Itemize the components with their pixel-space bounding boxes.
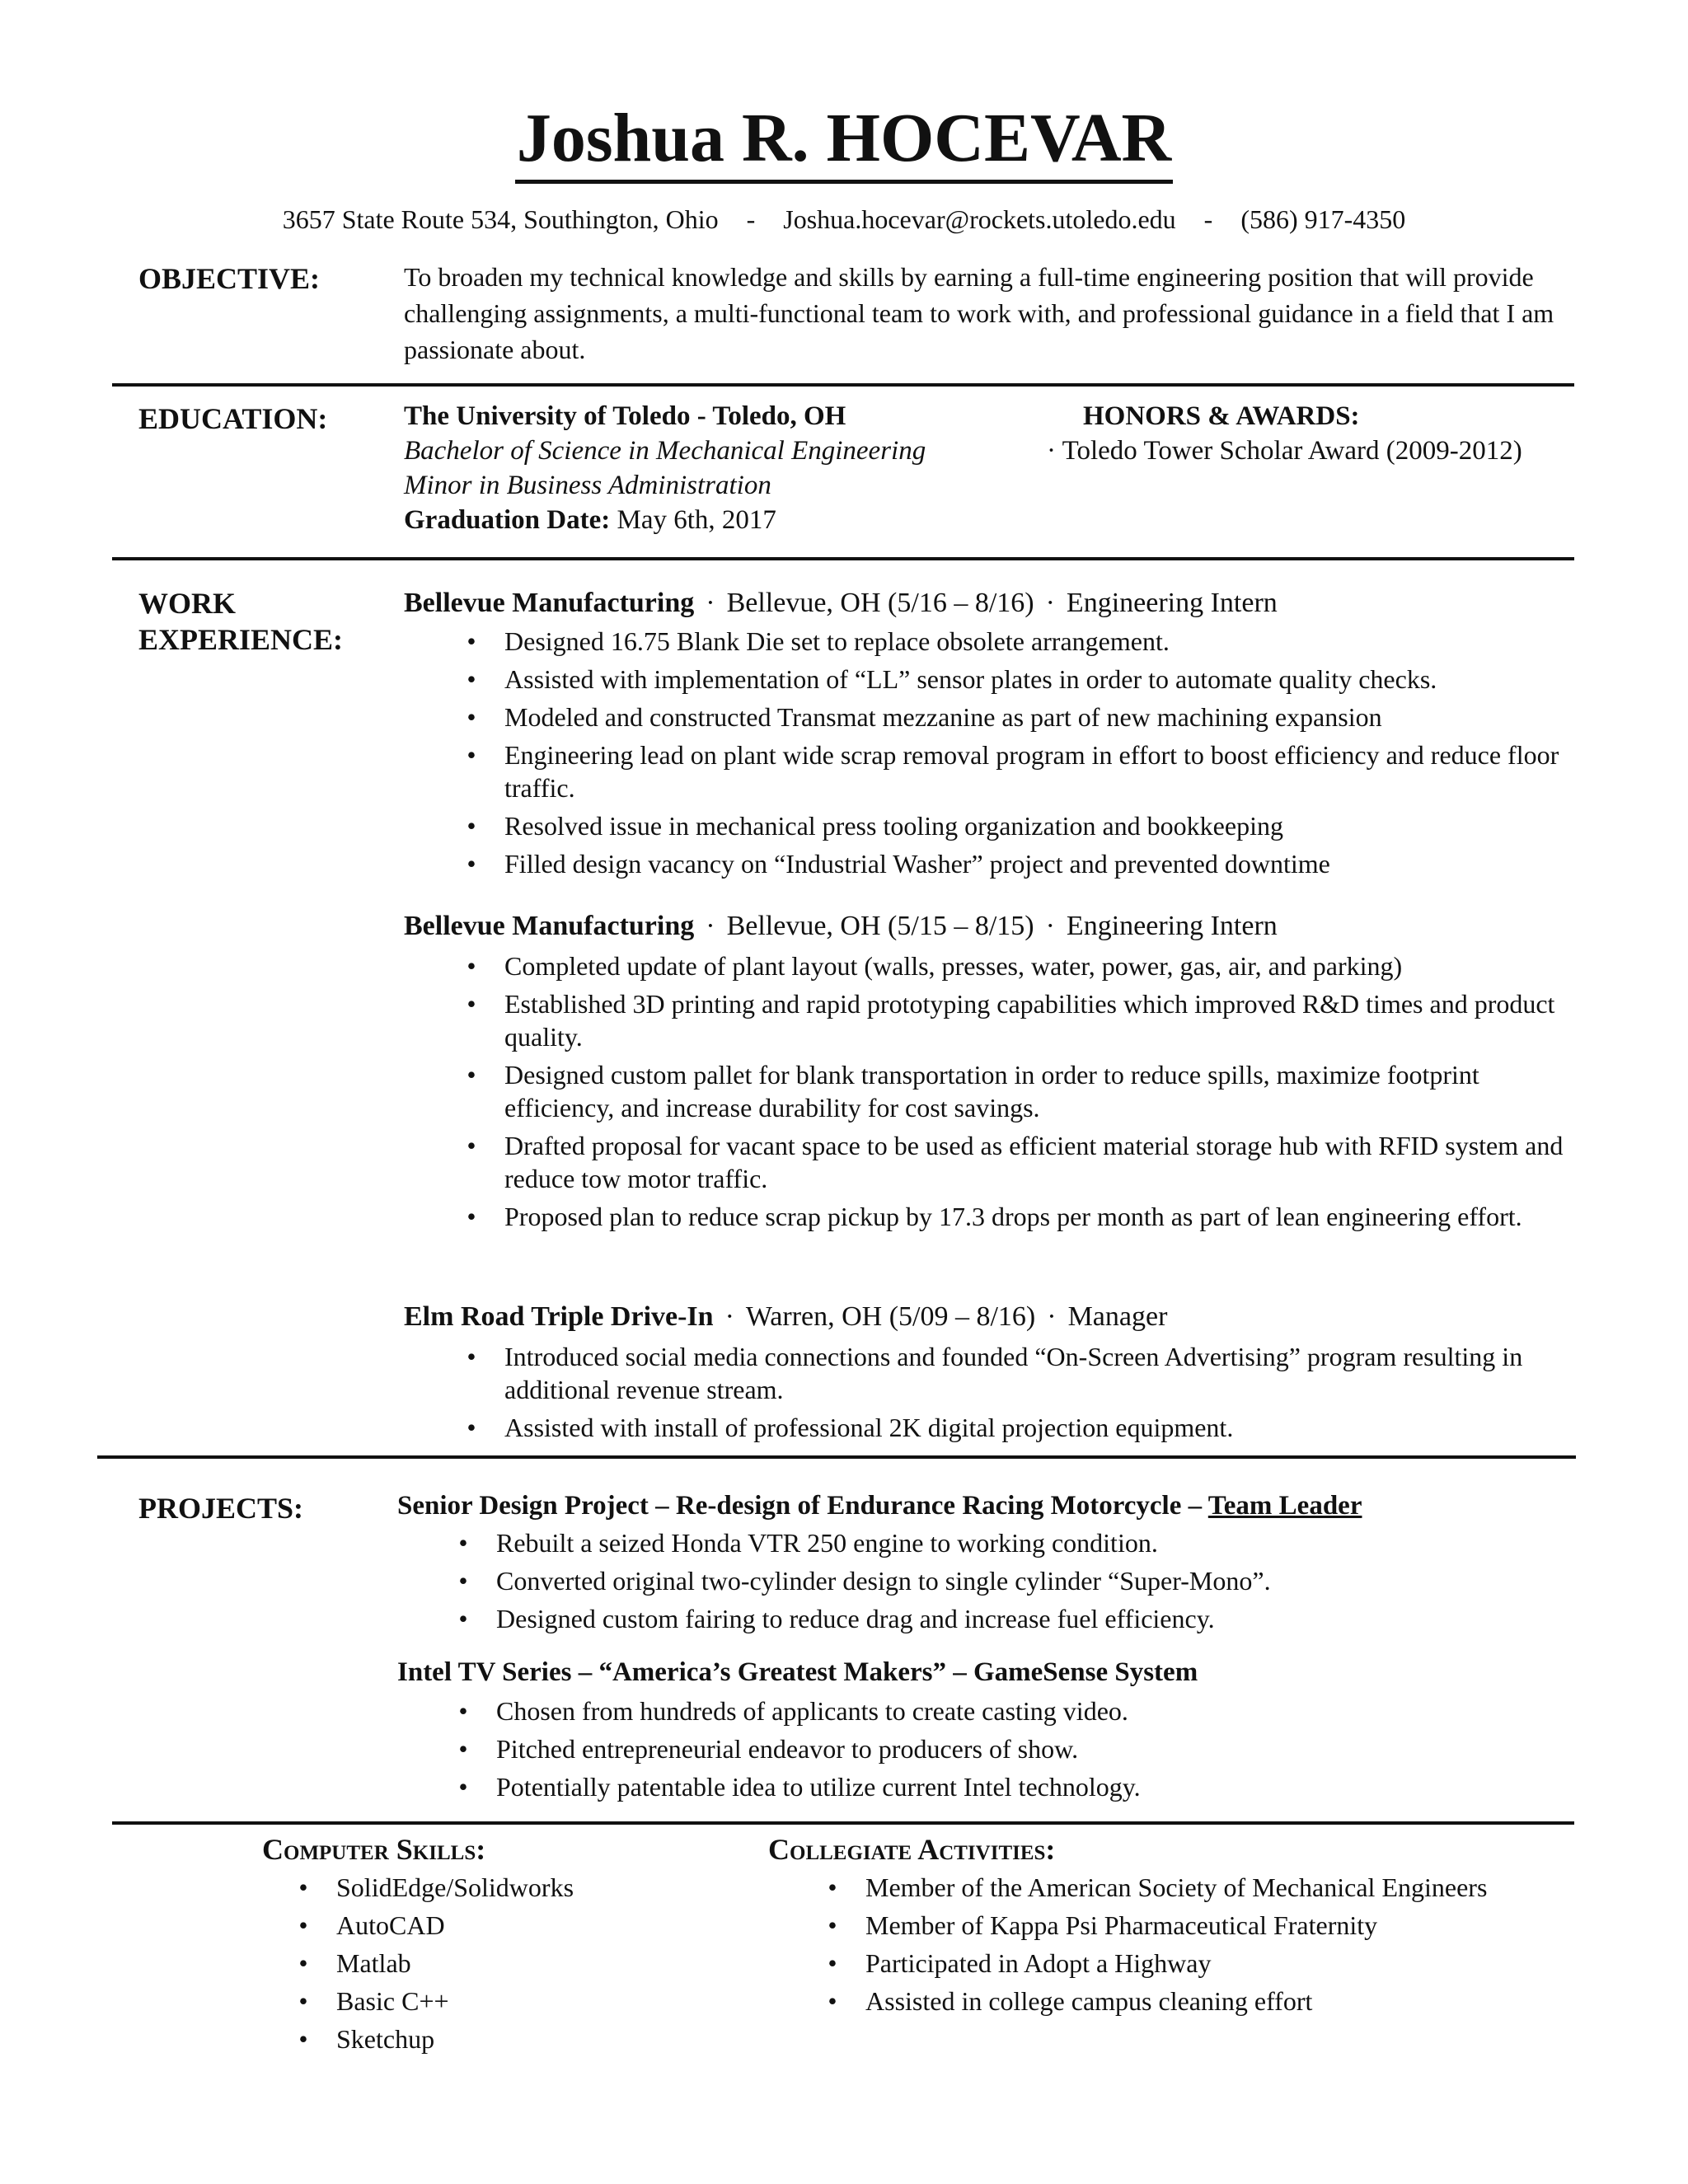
section-divider <box>112 383 1574 387</box>
project-bullets <box>445 1526 1574 1640</box>
list-item: • Completed update of plant layout (walls, presses, water, power, gas, air, and parking) <box>467 951 1403 981</box>
honors-title: HONORS & AWARDS: <box>1083 401 1360 431</box>
contact-line <box>0 203 1688 236</box>
education-block <box>404 399 1047 537</box>
separator: - <box>746 204 756 234</box>
company-name: Bellevue Manufacturing <box>404 588 695 618</box>
job-heading <box>404 585 1278 621</box>
list-item: • Introduced social media connections and founded “On-Screen Advertising” program resulting in additional revenue stream. <box>467 1342 1523 1404</box>
list-item: • Potentially patentable idea to utilize current Intel technology. <box>458 1772 1141 1802</box>
work-label: WORK EXPERIENCE: <box>138 587 344 656</box>
job-bullets <box>453 1340 1574 1449</box>
project-title: Senior Design Project – Re-design of Endurance Racing Motorcycle – <box>397 1491 1203 1521</box>
activities-heading: Collegiate Activities: <box>768 1833 1056 1866</box>
candidate-name: Joshua R. HOCEVAR <box>0 97 1688 180</box>
company-name: Bellevue Manufacturing <box>404 911 695 941</box>
address: 3657 State Route 534, Southington, Ohio <box>282 204 719 234</box>
section-divider <box>112 1821 1574 1825</box>
list-item: • Assisted with install of professional 2K digital projection equipment. <box>467 1413 1234 1442</box>
job-heading <box>404 1299 1167 1335</box>
objective-label: OBJECTIVE: <box>138 262 321 295</box>
list-item: • Member of the American Society of Mechanical Engineers <box>828 1872 1488 1902</box>
list-item: • Designed custom pallet for blank transportation in order to reduce spills, maximize footprint efficiency, and increase durability for cost savings. <box>467 1060 1479 1122</box>
job-role: Engineering Intern <box>1066 588 1278 618</box>
skills-heading: Computer Skills: <box>262 1833 486 1866</box>
list-item: • Modeled and constructed Transmat mezzanine as part of new machining expansion <box>467 702 1382 732</box>
list-item: • SolidEdge/Solidworks <box>298 1872 574 1902</box>
job-bullets <box>453 625 1574 885</box>
project-role: Team Leader <box>1207 1491 1362 1521</box>
skills-list <box>285 1871 714 2060</box>
education-label: EDUCATION: <box>138 402 328 435</box>
job-location: Bellevue, OH (5/15 – 8/15) <box>726 911 1034 941</box>
list-item: • Converted original two-cylinder design to single cylinder “Super-Mono”. <box>458 1566 1271 1596</box>
school-name: The University of Toledo - Toledo, OH <box>404 401 846 431</box>
minor: Minor in Business Administration <box>404 471 771 500</box>
job-role: Engineering Intern <box>1066 911 1278 941</box>
project-bullets <box>445 1694 1574 1808</box>
degree: Bachelor of Science in Mechanical Engineering <box>404 436 926 466</box>
list-item: • Participated in Adopt a Highway <box>828 1948 1212 1978</box>
job-role: Manager <box>1067 1301 1168 1332</box>
company-name: Elm Road Triple Drive-In <box>404 1301 714 1332</box>
list-item: • Matlab <box>298 1948 411 1978</box>
list-item: • Resolved issue in mechanical press tooling organization and bookkeeping <box>467 811 1283 841</box>
list-item: • Chosen from hundreds of applicants to create casting video. <box>458 1696 1128 1726</box>
list-item: • Assisted with implementation of “LL” sensor plates in order to automate quality checks. <box>467 664 1437 694</box>
job-bullets <box>453 949 1574 1238</box>
list-item: • Pitched entrepreneurial endeavor to producers of show. <box>458 1734 1079 1764</box>
honors-block <box>1047 399 1574 468</box>
project-heading <box>397 1488 1362 1523</box>
separator-dot: · <box>1045 911 1055 941</box>
list-item: • Rebuilt a seized Honda VTR 250 engine to working condition. <box>458 1528 1158 1558</box>
job-heading <box>404 908 1278 944</box>
separator-dot: · <box>724 1301 734 1332</box>
separator-dot: · <box>706 588 715 618</box>
graduation-date: Graduation Date: May 6th, 2017 <box>404 505 776 535</box>
list-item: • Established 3D printing and rapid prototyping capabilities which improved R&D times and product quality. <box>467 989 1555 1052</box>
activities-list <box>814 1871 1606 2022</box>
email[interactable]: Joshua.hocevar@rockets.utoledo.edu <box>783 204 1176 234</box>
project-title: Intel TV Series – “America’s Greatest Makers” – GameSense System <box>397 1657 1198 1687</box>
job-location: Bellevue, OH (5/16 – 8/16) <box>726 588 1034 618</box>
list-item: • Drafted proposal for vacant space to be used as efficient material storage hub with RFID system and reduce tow motor traffic. <box>467 1131 1564 1193</box>
project-heading <box>397 1655 1198 1690</box>
section-divider <box>112 557 1574 560</box>
job-location: Warren, OH (5/09 – 8/16) <box>745 1301 1036 1332</box>
honor-item: · Toledo Tower Scholar Award (2009-2012) <box>1047 436 1522 466</box>
list-item: • Sketchup <box>298 2024 435 2054</box>
list-item: • Engineering lead on plant wide scrap removal program in effort to boost efficiency and reduce floor traffic. <box>467 740 1559 803</box>
projects-label: PROJECTS: <box>138 1492 304 1525</box>
list-item: • AutoCAD <box>298 1910 445 1940</box>
list-item: • Filled design vacancy on “Industrial Washer” project and prevented downtime <box>467 849 1330 879</box>
separator-dot: · <box>706 911 715 941</box>
list-item: • Basic C++ <box>298 1986 449 2016</box>
list-item: • Assisted in college campus cleaning effort <box>828 1986 1313 2016</box>
separator: - <box>1203 204 1213 234</box>
section-divider <box>97 1455 1576 1459</box>
list-item: • Designed custom fairing to reduce drag and increase fuel efficiency. <box>458 1604 1215 1633</box>
list-item: • Member of Kappa Psi Pharmaceutical Fraternity <box>828 1910 1378 1940</box>
objective-text: To broaden my technical knowledge and skills by earning a full-time engineering position that will provide challenging assignments, a multi-functional team to work with, and professional guidance in a field that I am passionate about. <box>404 262 1554 364</box>
list-item: • Proposed plan to reduce scrap pickup by 17.3 drops per month as part of lean engineering effort. <box>467 1202 1522 1231</box>
separator-dot: · <box>1045 588 1055 618</box>
list-item: • Designed 16.75 Blank Die set to replace obsolete arrangement. <box>467 626 1170 656</box>
phone[interactable]: (586) 917-4350 <box>1240 204 1406 234</box>
separator-dot: · <box>1047 1301 1057 1332</box>
